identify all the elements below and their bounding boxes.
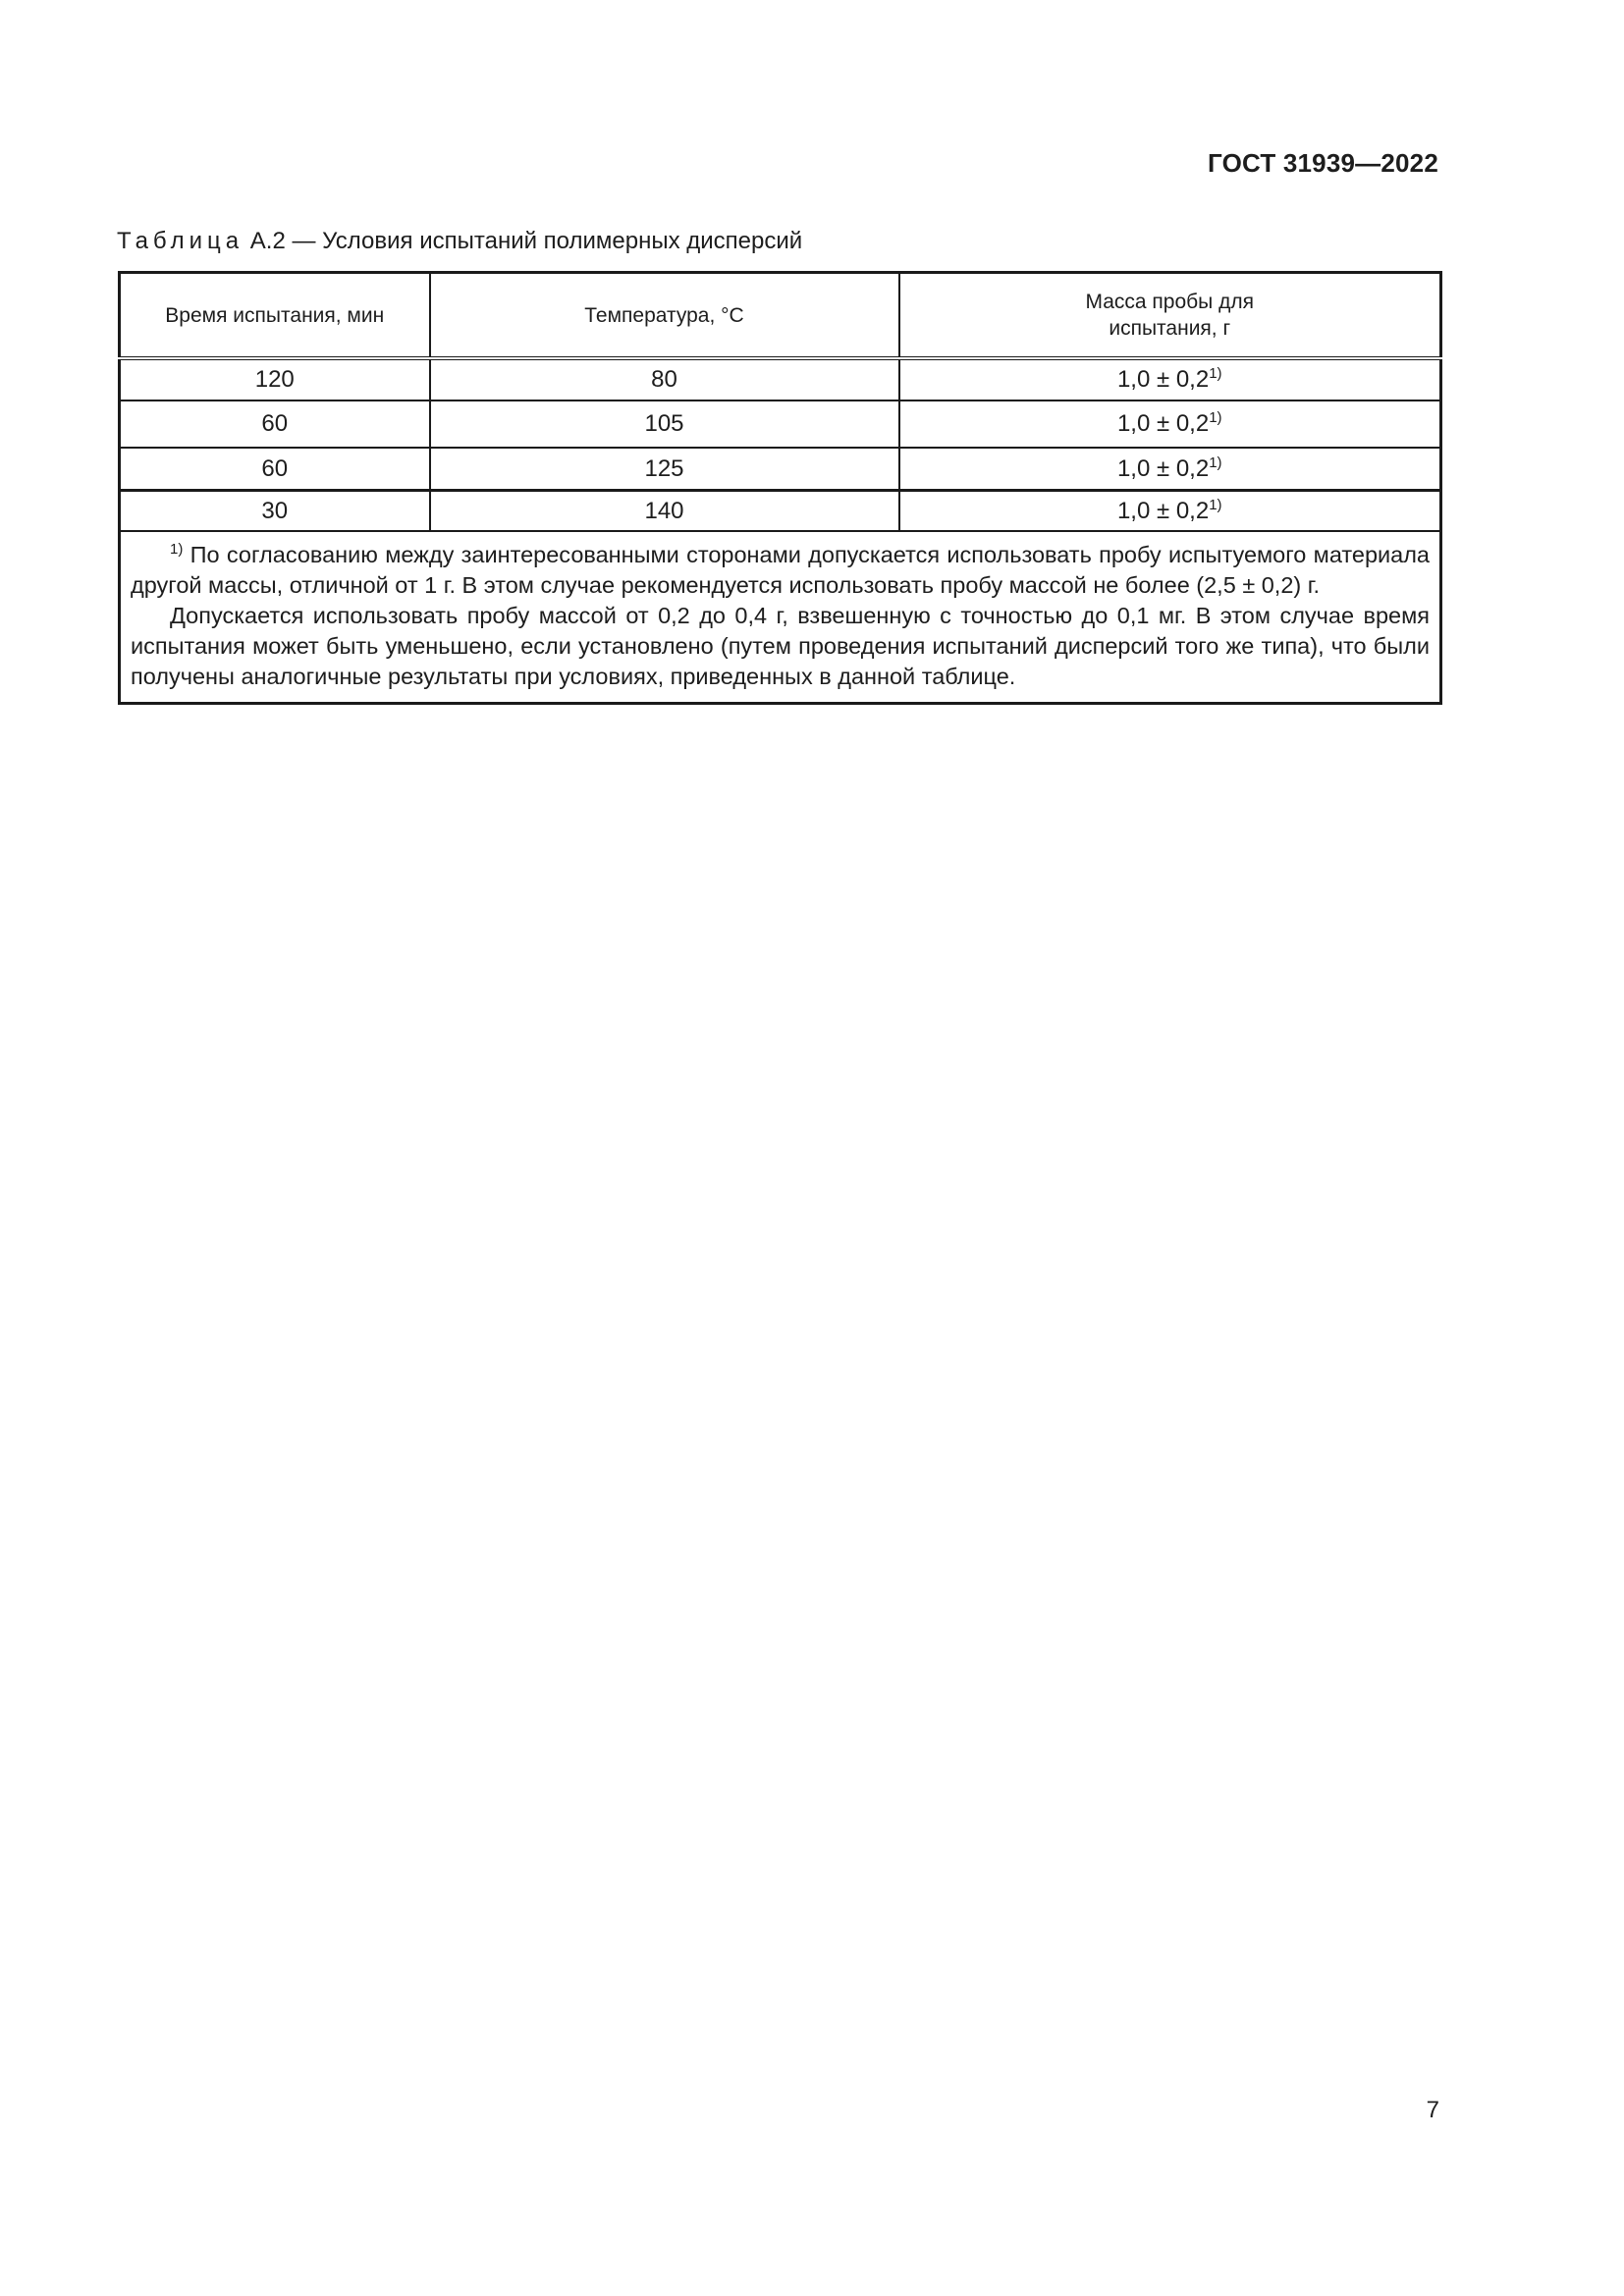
footnote-text: По согласованию между заинтересованными сторонами допускается использовать пробу испытуемого материала другой массы, отличной от 1 г. В этом случае рекомендуется использовать пробу массой не более (2,5 ± 0,2) г. xyxy=(131,542,1430,598)
footnote-reference: 1) xyxy=(1209,409,1222,426)
footnote-text: Допускается использовать пробу массой от 0,2 до 0,4 г, взвешенную с точностью до 0,1 мг. В этом случае время испытания может быть уменьшено, если установлено (путем проведения испытаний дисперсий того же типа), что были получены аналогичные результаты при условиях, приведенных в данной таблице. xyxy=(131,603,1430,689)
page-number: 7 xyxy=(1426,2097,1439,2123)
table-row xyxy=(120,400,1441,448)
cell-time: 60 xyxy=(120,400,430,448)
footnote-reference: 1) xyxy=(1209,496,1222,513)
table-row xyxy=(120,358,1441,400)
footnote-paragraph xyxy=(131,601,1430,692)
mass-value: 1,0 ± 0,2 xyxy=(1116,497,1210,524)
column-header-mass xyxy=(899,273,1441,359)
table-row xyxy=(120,491,1441,532)
test-conditions-table xyxy=(118,271,1442,705)
footnote-reference: 1) xyxy=(1209,365,1222,382)
cell-mass xyxy=(899,491,1441,532)
cell-temperature: 140 xyxy=(430,491,899,532)
cell-temperature: 80 xyxy=(430,358,899,400)
cell-mass xyxy=(899,448,1441,491)
footnote-reference: 1) xyxy=(1209,454,1222,471)
cell-time: 120 xyxy=(120,358,430,400)
mass-value: 1,0 ± 0,2 xyxy=(1116,366,1210,393)
table-footnote xyxy=(120,531,1441,704)
cell-mass xyxy=(899,358,1441,400)
cell-time: 30 xyxy=(120,491,430,532)
footnote-mark: 1) xyxy=(170,541,184,558)
table-row xyxy=(120,448,1441,491)
cell-time: 60 xyxy=(120,448,430,491)
cell-mass xyxy=(899,400,1441,448)
table-header-row xyxy=(120,273,1441,359)
cell-temperature: 125 xyxy=(430,448,899,491)
footnote-paragraph xyxy=(131,540,1430,601)
standard-designation: ГОСТ 31939—2022 xyxy=(1208,148,1438,178)
table-caption-prefix: Таблица xyxy=(117,228,244,254)
column-header-temperature: Температура, °С xyxy=(430,273,899,359)
table-caption xyxy=(117,228,802,255)
mass-value: 1,0 ± 0,2 xyxy=(1116,410,1210,437)
column-header-mass-text: Масса пробы для испытания, г xyxy=(1085,291,1254,340)
column-header-time: Время испытания, мин xyxy=(120,273,430,359)
table-caption-title: А.2 — Условия испытаний полимерных дисперсий xyxy=(244,228,803,254)
cell-temperature: 105 xyxy=(430,400,899,448)
mass-value: 1,0 ± 0,2 xyxy=(1116,454,1210,482)
footnote-row xyxy=(120,531,1441,704)
